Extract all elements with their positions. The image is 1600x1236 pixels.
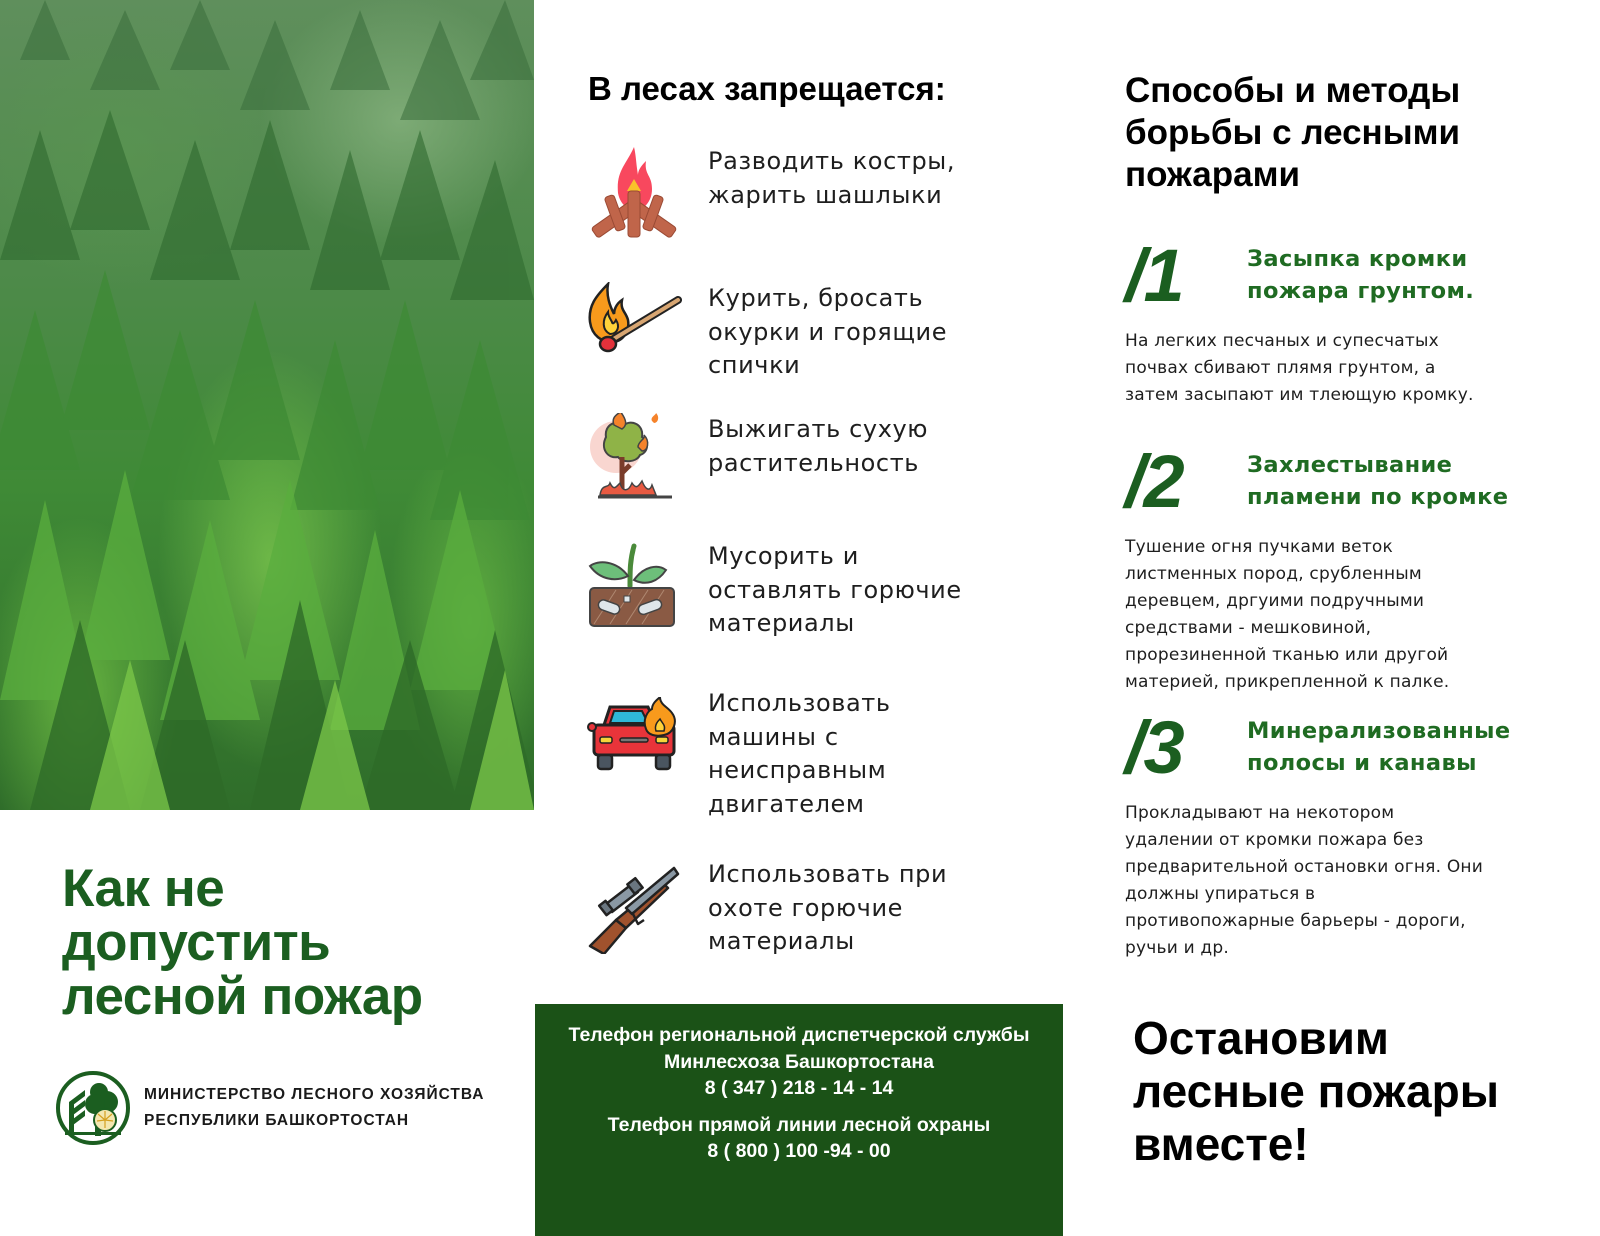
ministry-name-line1: МИНИСТЕРСТВО ЛЕСНОГО ХОЗЯЙСТВА xyxy=(144,1086,485,1103)
desc-line: На легких песчаных и супесчатых xyxy=(1125,331,1439,351)
text-line: Выжигать сухую xyxy=(708,415,929,443)
ministry-block xyxy=(55,1070,485,1146)
desc-line: Тушение огня пучками веток xyxy=(1125,537,1393,557)
label-line: пожара грунтом. xyxy=(1247,278,1475,304)
label-line: Засыпка кромки xyxy=(1247,246,1468,272)
method-1 xyxy=(1125,232,1565,409)
ministry-name xyxy=(144,1082,485,1134)
text-line: Разводить костры, xyxy=(708,147,956,175)
desc-line: листменных пород, срубленным xyxy=(1125,564,1422,584)
litter-sprout-icon xyxy=(586,540,682,636)
method-label xyxy=(1247,449,1508,513)
desc-line: Прокладывают на некотором xyxy=(1125,803,1395,823)
prohibited-item-faulty-car xyxy=(586,687,998,821)
slogan xyxy=(1133,1012,1573,1171)
label-line: Захлестывание xyxy=(1247,452,1453,478)
prohibited-item-text xyxy=(708,858,998,959)
contact-dispatch-label: Телефон региональной диспетчерской службы xyxy=(568,1024,1030,1046)
prohibited-item-smoking xyxy=(586,282,998,383)
method-label xyxy=(1247,243,1474,307)
text-line: жарить шашлыки xyxy=(708,180,943,209)
forest-trees-illustration xyxy=(0,0,534,810)
prohibited-item-littering xyxy=(586,540,998,641)
rifle-icon xyxy=(586,858,682,954)
prohibited-item-text xyxy=(708,413,998,480)
desc-line: материей, прикрепленной к палке. xyxy=(1125,672,1450,692)
burning-car-icon xyxy=(586,697,682,793)
ministry-name-line2: РЕСПУБЛИКИ БАШКОРТОСТАН xyxy=(144,1112,410,1129)
method-number: /3 xyxy=(1125,705,1183,789)
method-3 xyxy=(1125,704,1565,962)
method-2 xyxy=(1125,438,1565,696)
desc-line: прорезиненной тканью или другой xyxy=(1125,645,1449,665)
methods-heading xyxy=(1125,70,1545,196)
text-line: Использовать при xyxy=(708,860,948,888)
text-line: оставлять горючие xyxy=(708,575,962,604)
prohibited-item-hunting xyxy=(586,858,998,959)
method-description xyxy=(1125,328,1565,409)
main-title xyxy=(62,859,522,1026)
desc-line: предварительной остановки огня. Они xyxy=(1125,857,1483,877)
main-title-line: допустить xyxy=(62,913,331,972)
contact-hotline-label: Телефон прямой линии лесной охраны xyxy=(607,1113,991,1136)
burning-match-icon xyxy=(586,282,682,378)
method-label xyxy=(1247,715,1511,779)
desc-line: деревцем, дргуими подручными xyxy=(1125,591,1425,611)
text-line: неисправным xyxy=(708,756,887,784)
desc-line: ручьи и др. xyxy=(1125,938,1229,958)
slogan-line: вместе! xyxy=(1133,1118,1309,1170)
label-line: Минерализованные xyxy=(1247,718,1511,744)
prohibited-item-text xyxy=(708,687,998,821)
prohibited-item-text xyxy=(708,145,998,212)
prohibited-item-campfire xyxy=(586,145,998,241)
method-number: /1 xyxy=(1125,233,1183,317)
desc-line: противопожарные барьеры - дороги, xyxy=(1125,911,1466,931)
text-line: машины с xyxy=(708,722,839,751)
text-line: спички xyxy=(708,351,801,379)
text-line: растительность xyxy=(708,448,920,477)
burning-tree-icon xyxy=(586,413,682,509)
heading-line: Способы и методы xyxy=(1125,71,1461,110)
text-line: Использовать xyxy=(708,689,891,717)
desc-line: удалении от кромки пожара без xyxy=(1125,830,1424,850)
method-number: /2 xyxy=(1125,439,1183,523)
contact-dispatch-phone[interactable]: 8 ( 347 ) 218 - 14 - 14 xyxy=(704,1077,894,1099)
slogan-line: Остановим xyxy=(1133,1012,1389,1064)
prohibited-item-text xyxy=(708,282,998,383)
desc-line: затем засыпают им тлеющую кромку. xyxy=(1125,385,1474,405)
main-title-line: лесной пожар xyxy=(62,967,423,1026)
label-line: полосы и канавы xyxy=(1247,750,1477,776)
desc-line: средствами - мешковиной, xyxy=(1125,618,1372,638)
text-line: Мусорить и xyxy=(708,542,859,570)
text-line: материалы xyxy=(708,609,855,637)
campfire-icon xyxy=(586,145,682,241)
text-line: материалы xyxy=(708,927,855,955)
text-line: двигателем xyxy=(708,789,865,818)
desc-line: должны упираться в xyxy=(1125,884,1316,904)
forest-photo xyxy=(0,0,534,810)
contact-hotline-phone[interactable]: 8 ( 800 ) 100 -94 - 00 xyxy=(707,1140,891,1162)
heading-line: пожарами xyxy=(1125,155,1301,194)
main-title-line: Как не xyxy=(62,859,225,918)
prohibited-item-burning-vegetation xyxy=(586,413,998,509)
text-line: окурки и горящие xyxy=(708,317,948,346)
contact-dispatch-org: Минлесхоза Башкортостана xyxy=(663,1050,935,1073)
contact-box xyxy=(535,1004,1063,1236)
prohibited-heading: В лесах запрещается: xyxy=(588,70,946,107)
desc-line: почвах сбивают плямя грунтом, а xyxy=(1125,358,1436,378)
slogan-line: лесные пожары xyxy=(1133,1065,1500,1117)
text-line: Курить, бросать xyxy=(708,284,924,312)
heading-line: борьбы с лесными xyxy=(1125,113,1460,152)
method-description xyxy=(1125,534,1565,696)
text-line: охоте горючие xyxy=(708,893,904,922)
prohibited-item-text xyxy=(708,540,998,641)
method-description xyxy=(1125,800,1565,962)
ministry-logo-icon xyxy=(55,1070,131,1146)
label-line: пламени по кромке xyxy=(1247,484,1509,510)
